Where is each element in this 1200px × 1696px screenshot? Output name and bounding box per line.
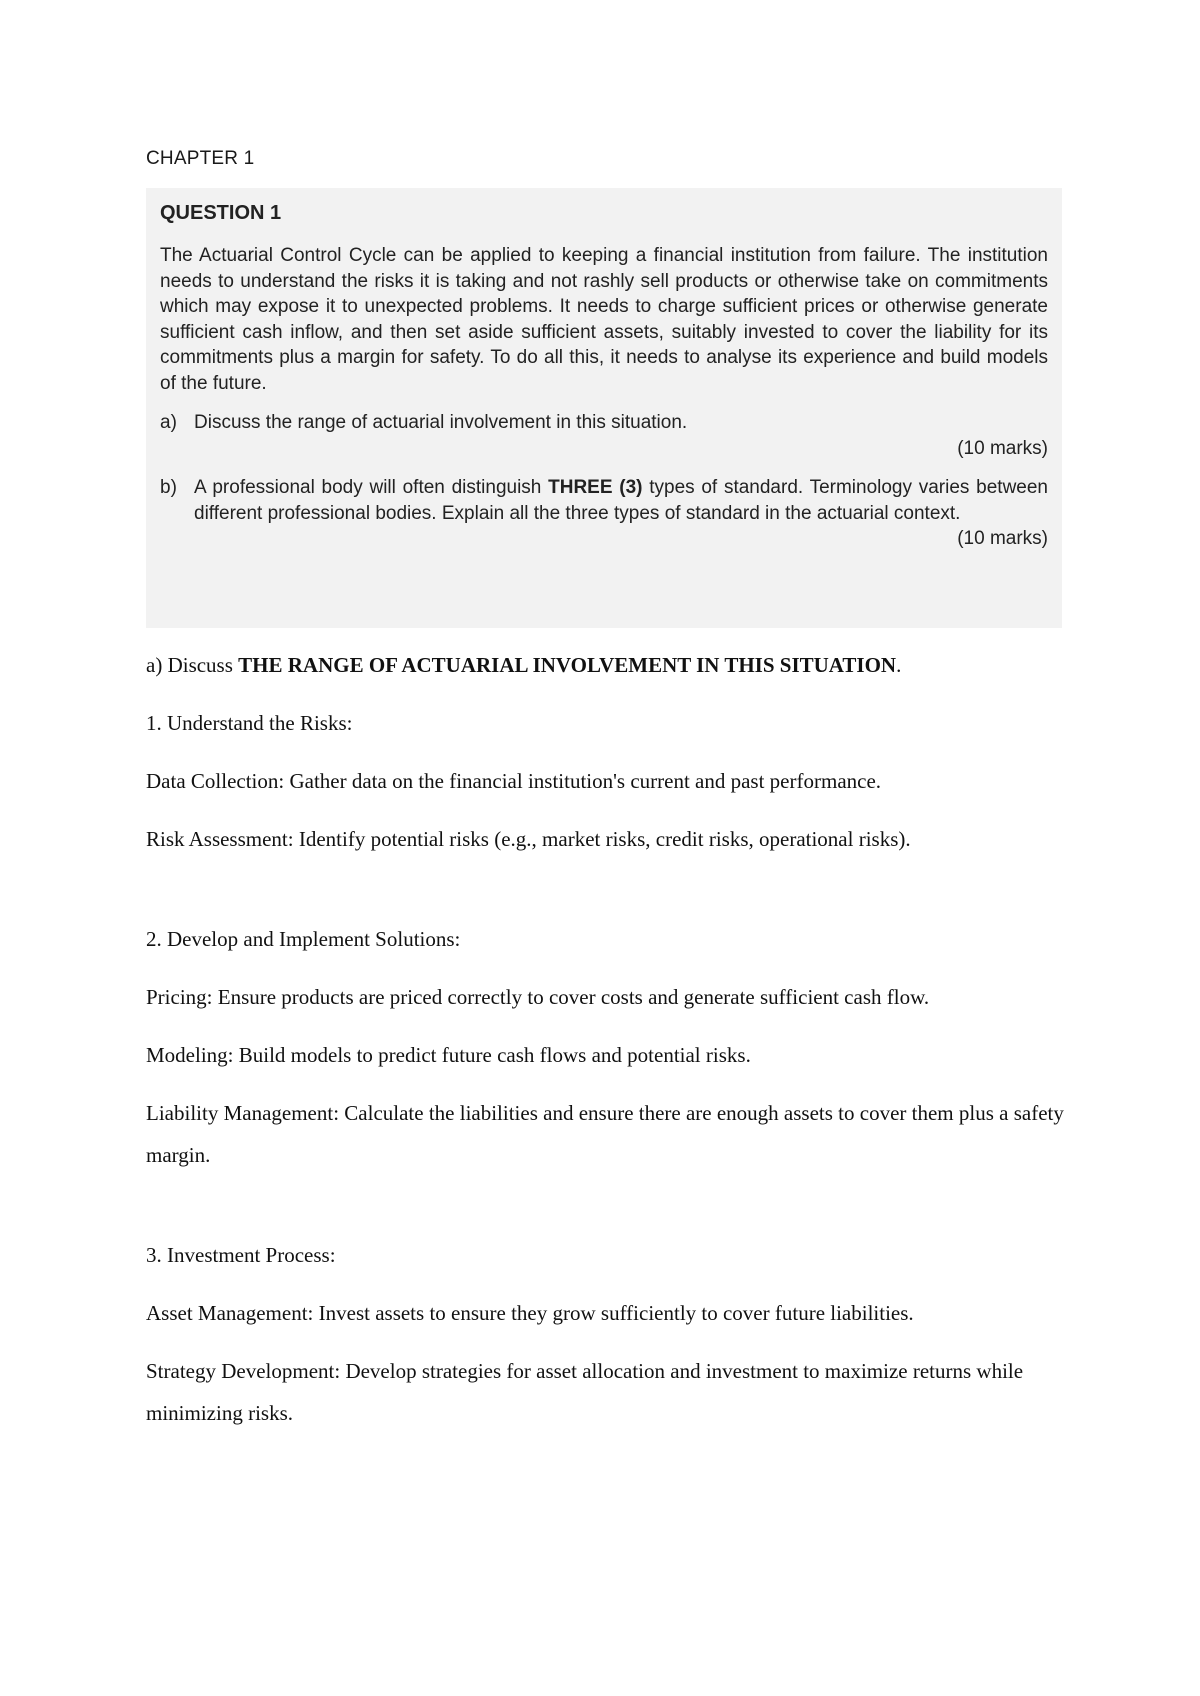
part-b-text-before: A professional body will often distinguish — [194, 477, 549, 498]
section-1-item: Data Collection: Gather data on the financial institution's current and past performance. — [146, 769, 882, 793]
answer-heading-suffix: . — [896, 653, 902, 677]
answer-heading-prefix: a) Discuss — [146, 653, 239, 677]
part-a-marks: (10 marks) — [957, 437, 1048, 459]
section-2-item: Pricing: Ensure products are priced correctly to cover costs and generate sufficient cash flow. — [146, 985, 930, 1009]
section-1-item: Risk Assessment: Identify potential risks (e.g., market risks, credit risks, operational risks). — [146, 827, 911, 851]
section-2-item: Modeling: Build models to predict future cash flows and potential risks. — [146, 1043, 751, 1067]
section-3-item: Asset Management: Invest assets to ensure they grow sufficiently to cover future liabilities. — [146, 1301, 914, 1325]
part-b-letter: b) — [160, 477, 177, 498]
answer-body — [146, 644, 1066, 1434]
section-1-title: 1. Understand the Risks: — [146, 711, 353, 735]
question-part-b — [160, 475, 1048, 526]
part-b-text-after: types of standard. Terminology varies between different professional bodies. Explain all the three types of standard in the actuarial context. — [194, 477, 1048, 524]
section-3-item: Strategy Development: Develop strategies for asset allocation and investment to maximize returns while minimizing risks. — [146, 1359, 1024, 1425]
question-part-a — [160, 410, 1048, 436]
question-intro: The Actuarial Control Cycle can be applied to keeping a financial institution from failure. The institution needs to understand the risks it is taking and not rashly sell products or otherwise take on commitments which may expose it to unexpected problems. It needs to charge sufficient prices or otherwise generate sufficient cash inflow, and then set aside sufficient assets, suitably invested to cover the liability for its commitments plus a margin for safety. To do all this, it needs to analyse its experience and build models of the future. — [160, 245, 1048, 394]
part-b-text — [194, 475, 1048, 526]
answer-heading-bold: THE RANGE OF ACTUARIAL INVOLVEMENT IN THIS SITUATION — [238, 653, 897, 677]
part-a-letter: a) — [160, 412, 177, 433]
section-3-title: 3. Investment Process: — [146, 1243, 336, 1267]
part-a-text: Discuss the range of actuarial involvement in this situation. — [194, 412, 688, 433]
answer-heading — [146, 644, 1066, 686]
chapter-heading: CHAPTER 1 — [146, 148, 255, 169]
section-2-title: 2. Develop and Implement Solutions: — [146, 927, 461, 951]
part-b-text-bold: THREE (3) — [548, 477, 643, 498]
section-2-item: Liability Management: Calculate the liabilities and ensure there are enough assets to cover them plus a safety margin. — [146, 1101, 1064, 1167]
question-title: QUESTION 1 — [160, 202, 282, 224]
question-image-block — [146, 188, 1062, 628]
part-b-marks: (10 marks) — [957, 528, 1048, 549]
